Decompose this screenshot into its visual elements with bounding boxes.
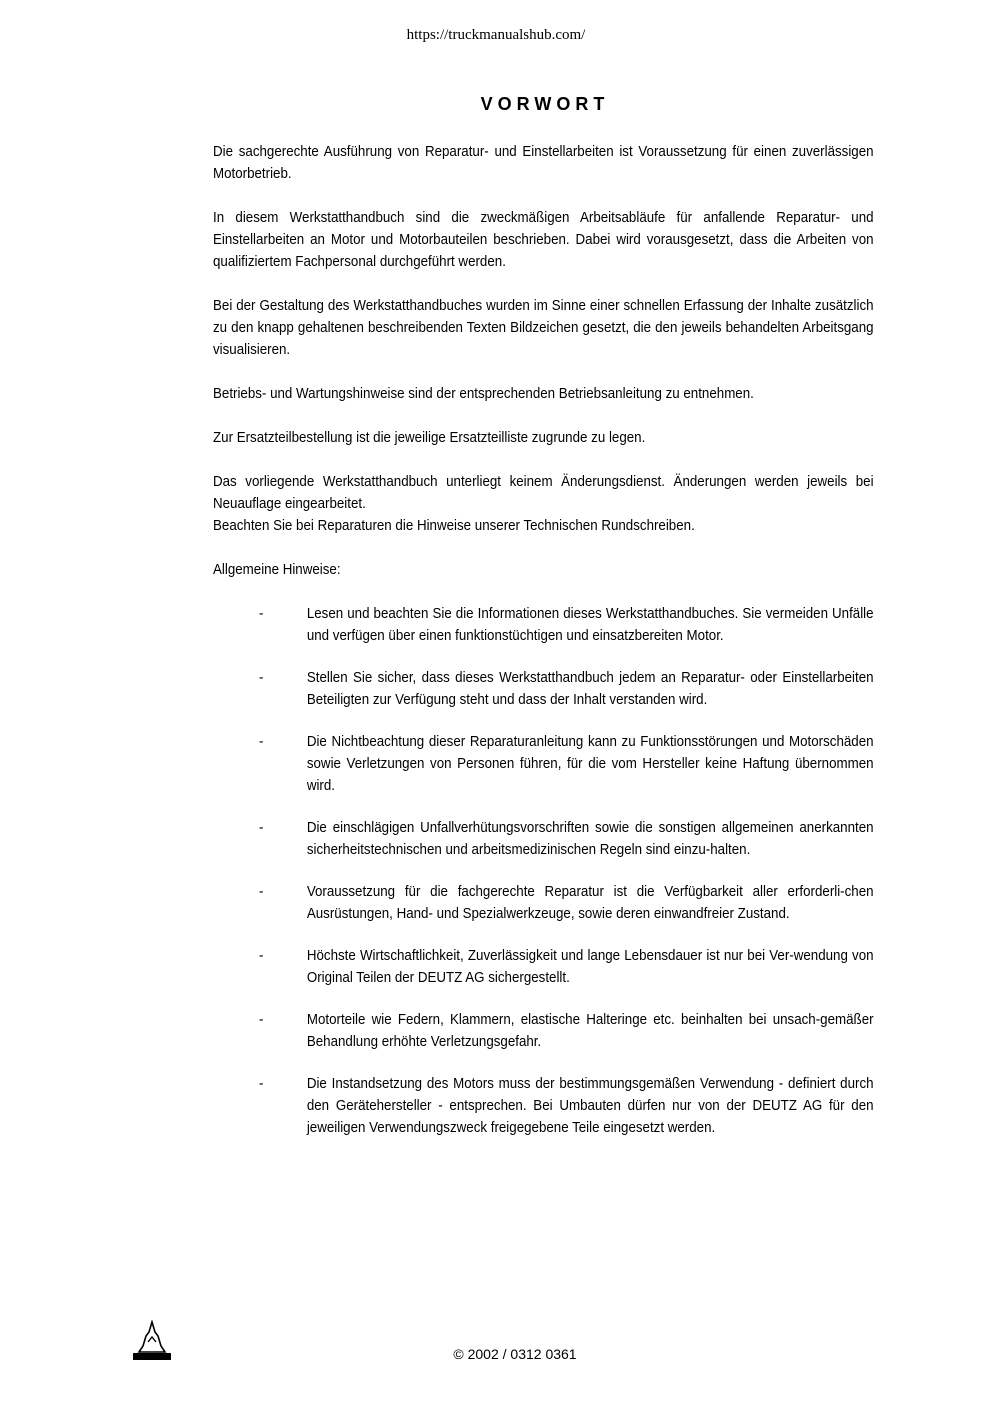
foreword-body [213,141,874,1159]
bullet-dash: - [259,820,264,836]
general-notes-list [213,603,874,1139]
paragraph: Die sachgerechte Ausführung von Reparatur- und Einstellarbeiten ist Voraussetzung für einen zuverlässigen Motorbetrieb. [213,144,874,182]
paragraph: Bei der Gestaltung des Werkstatthandbuches wurden im Sinne einer schnellen Erfassung der Inhalte zusätzlich zu den knapp gehaltenen beschreibenden Texten Bildzeichen gesetzt, die den jeweils behandelten Arbeitsgang visualisieren. [213,298,874,358]
list-item [213,1009,874,1053]
paragraph: In diesem Werkstatthandbuch sind die zweckmäßigen Arbeitsabläufe für anfallende Reparatur- und Einstellarbeiten an Motor und Motorbauteilen beschrieben. Dabei wird vorausgesetzt, dass die Arbeiten von qualifiziertem Fachpersonal durchgeführt werden. [213,210,874,270]
list-item [213,1073,874,1139]
list-item-text: Die Nichtbeachtung dieser Reparaturanleitung kann zu Funktionsstörungen und Motorschäden sowie Verletzungen von Personen führen, für die vom Hersteller keine Haftung übernommen wird. [306,734,874,794]
list-item [213,667,874,711]
bullet-dash: - [259,948,264,964]
list-item-text: Höchste Wirtschaftlichkeit, Zuverlässigkeit und lange Lebensdauer ist nur bei Ver-wendung von Original Teilen der DEUTZ AG sichergestellt. [306,948,874,986]
section-heading: Allgemeine Hinweise: [213,562,341,578]
paragraph: Betriebs- und Wartungshinweise sind der entsprechenden Betriebsanleitung zu entnehmen. [213,386,754,402]
footer-copyright: © 2002 / 0312 0361 [453,1346,577,1362]
list-item-text: Die Instandsetzung des Motors muss der bestimmungsgemäßen Verwendung - definiert durch den Gerätehersteller - entsprechen. Bei Umbauten dürfen nur von der DEUTZ AG für den jeweiligen Verwendungszweck freigegebene Teile eingesetzt werden. [306,1076,874,1136]
bullet-dash: - [259,606,264,622]
list-item [213,945,874,989]
header-url: https://truckmanualshub.com/ [406,27,586,43]
bullet-dash: - [259,734,264,750]
list-item-text: Lesen und beachten Sie die Informationen dieses Werkstatthandbuches. Sie vermeiden Unfälle und verfügen über einen funktionstüchtigen und einsatzbereiten Motor. [306,606,874,644]
list-item [213,817,874,861]
list-item [213,881,874,925]
list-item [213,731,874,797]
page-title: VORWORT [480,94,610,114]
list-item-text: Stellen Sie sicher, dass dieses Werkstatthandbuch jedem an Reparatur- oder Einstellarbeiten Beteiligten zur Verfügung steht und dass der Inhalt verstanden wird. [306,670,874,708]
list-item-text: Voraussetzung für die fachgerechte Reparatur ist die Verfügbarkeit aller erforderli-chen Ausrüstungen, Hand- und Spezialwerkzeuge, sowie deren einwandfreier Zustand. [306,884,874,922]
bullet-dash: - [259,1012,264,1028]
bullet-dash: - [259,884,264,900]
paragraph: Das vorliegende Werkstatthandbuch unterliegt keinem Änderungsdienst. Änderungen werden jeweils bei Neuauflage eingearbeitet. [213,474,874,512]
list-item-text: Motorteile wie Federn, Klammern, elastische Halteringe etc. beinhalten bei unsach-gemäßer Behandlung erhöhte Verletzungsgefahr. [306,1012,874,1050]
paragraph: Beachten Sie bei Reparaturen die Hinweise unserer Technischen Rundschreiben. [213,518,695,534]
list-item [213,603,874,647]
list-item-text: Die einschlägigen Unfallverhütungsvorschriften sowie die sonstigen allgemeinen anerkannten sicherheitstechnischen und arbeitsmedizinischen Regeln sind einzu-halten. [306,820,874,858]
bullet-dash: - [259,1076,264,1092]
paragraph: Zur Ersatzteilbestellung ist die jeweilige Ersatzteilliste zugrunde zu legen. [213,430,646,446]
bullet-dash: - [259,670,264,686]
